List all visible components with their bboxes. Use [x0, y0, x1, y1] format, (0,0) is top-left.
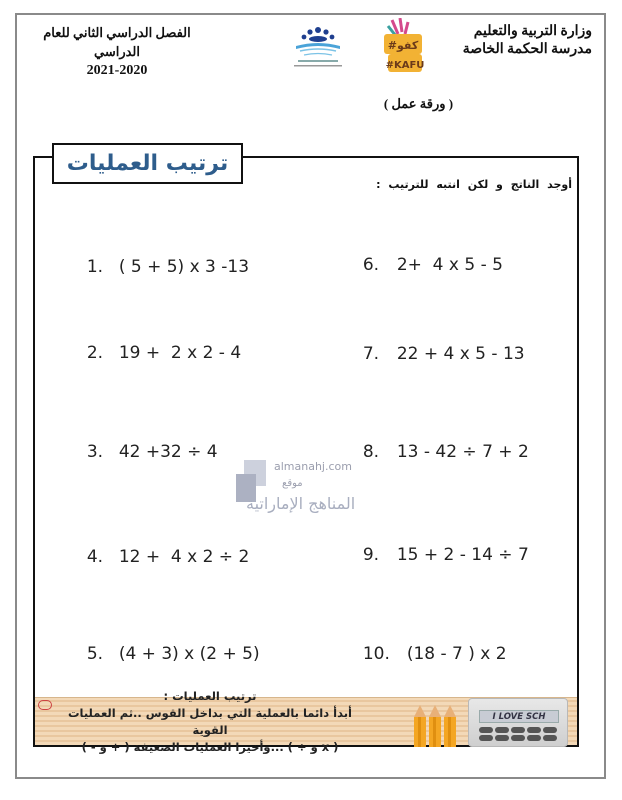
- header-left: [22, 23, 212, 80]
- problem-4: 4. 12 + 4 x 2 ÷ 2: [86, 547, 250, 567]
- problem-3: 3. 42 +32 ÷ 4: [86, 442, 218, 462]
- problem-2: 2. 19 + 2 x 2 - 4: [86, 343, 242, 363]
- svg-text:#كفو: #كفو: [387, 39, 419, 52]
- page-title: ترتيب العمليات: [52, 143, 243, 184]
- problem-1: 1. ( 5 + 5) x 3 -13: [86, 257, 250, 277]
- pencils-icon: [412, 703, 460, 747]
- kafu-logo-icon: [378, 18, 428, 76]
- problem-7: 7. 22 + 4 x 5 - 13: [362, 344, 525, 364]
- calculator-keys: [479, 727, 561, 741]
- svg-text:#KAFU: #KAFU: [385, 60, 425, 71]
- problem-9: 9. 15 + 2 - 14 ÷ 7: [362, 545, 529, 565]
- problem-6: 6. 2+ 4 x 5 - 5: [362, 255, 503, 275]
- ministry-name: وزارة التربية والتعليم: [473, 24, 592, 39]
- footer-heading: ترتيب العمليات :: [163, 689, 257, 703]
- header-right: [463, 23, 592, 59]
- calculator-icon: [468, 698, 568, 747]
- term-label: الفصل الدراسي الثاني للعام الدراسي: [43, 25, 191, 59]
- footer-line-2: ( x و ÷ ) ...وأخيرا العمليات الضعيفة ( + و - ): [81, 740, 339, 754]
- footer-line-1: أبدأ دائما بالعملية التي بداخل القوس ..ثم العمليات القوية: [67, 706, 353, 737]
- almanahj-watermark: almanahj.com موقع المناهج الإماراتية: [236, 460, 366, 532]
- school-name: مدرسة الحكمة الخاصة: [462, 42, 592, 57]
- problem-5: 5. (4 + 3) x (2 + 5): [86, 644, 260, 664]
- school-logo-icon: [288, 22, 348, 72]
- academic-year: 2021-2020: [86, 63, 148, 78]
- instruction-text: أوجد الناتج و لكن انتبه للترتيب :: [376, 178, 572, 191]
- problem-8: 8. 13 - 42 ÷ 7 + 2: [362, 442, 529, 462]
- worksheet-label: ( ورقة عمل ): [383, 96, 454, 111]
- footer-rule-text: [50, 688, 370, 756]
- problem-10: 10. (18 - 7 ) x 2: [362, 644, 507, 664]
- calculator-screen: I LOVE SCH: [479, 710, 559, 723]
